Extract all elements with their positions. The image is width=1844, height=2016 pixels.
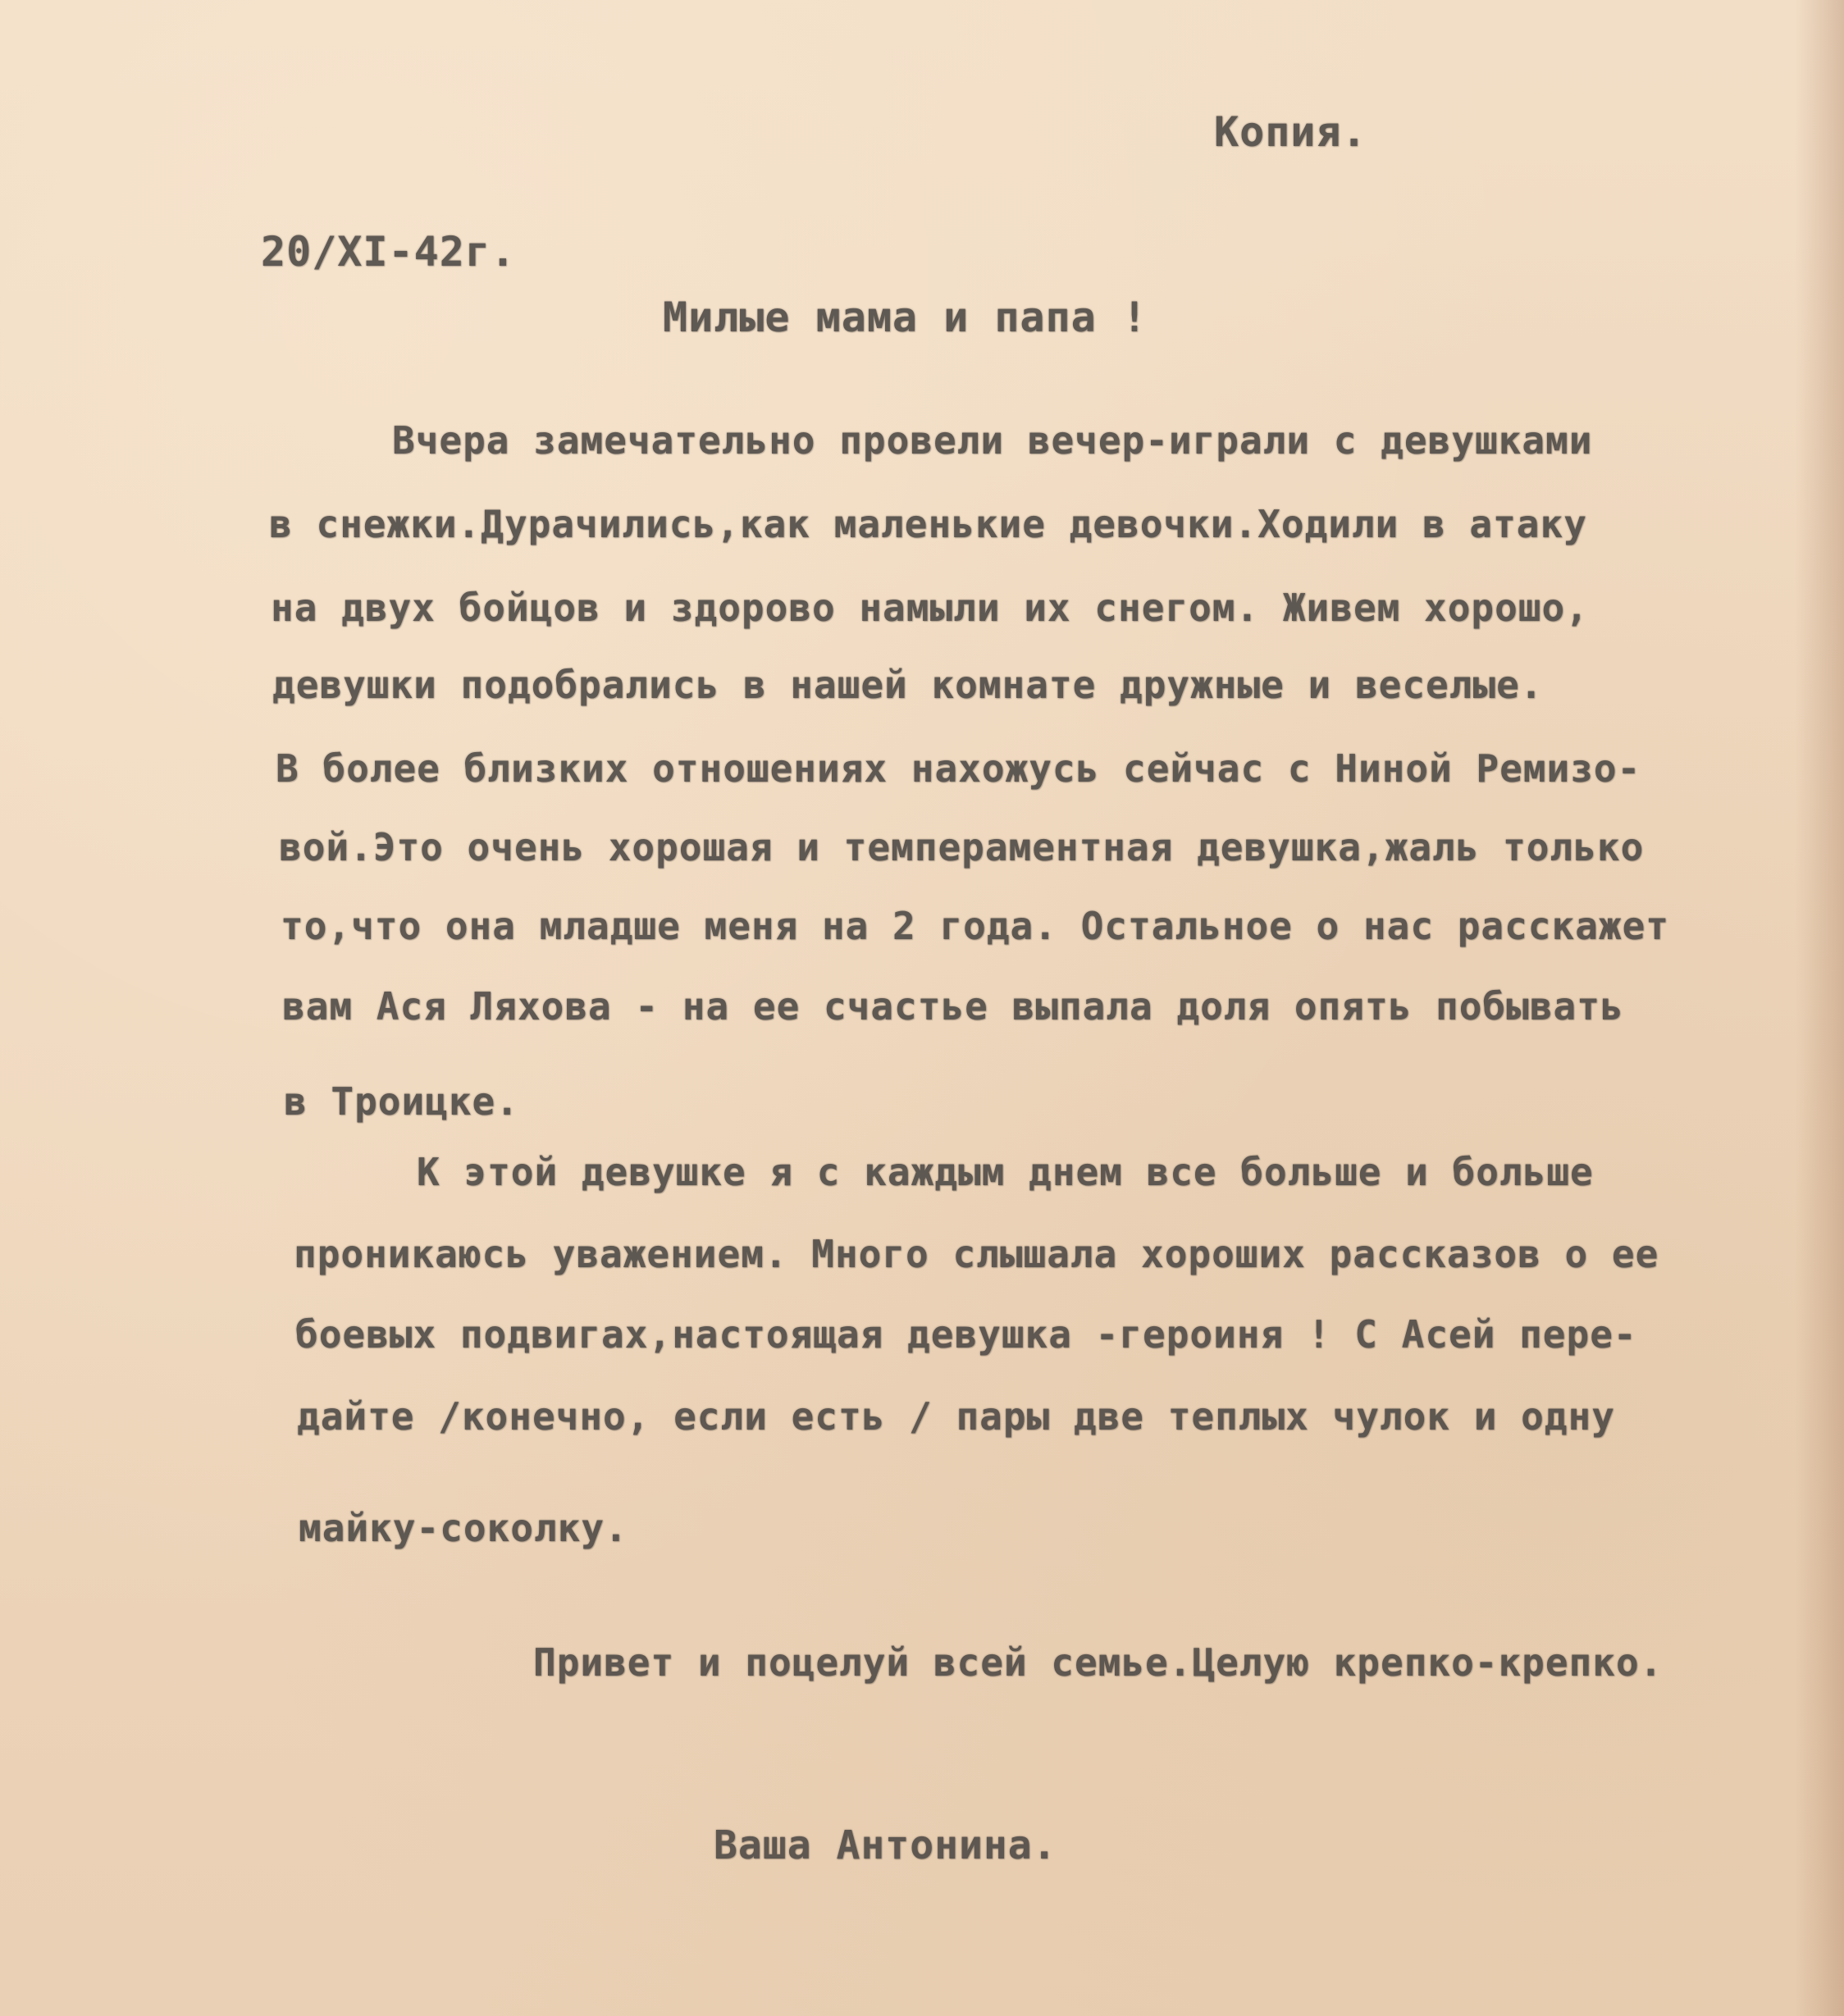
text-line: в Троицке. [284, 1079, 519, 1124]
letter-date: 20/XI-42г. [261, 228, 517, 276]
text-line: девушки подобрались в нашей комнате дружные и веселые. [272, 663, 1544, 707]
text-line: В более близких отношениях нахожусь сейчас с Ниной Ремизо- [276, 746, 1641, 791]
text-line: вам Ася Ляхова - на ее счастье выпала доля опять побывать [282, 984, 1624, 1029]
letter-greeting: Милые мама и папа ! [663, 294, 1148, 341]
text-line: проникаюсь уважением. Много слышала хороших рассказов о ее [294, 1232, 1659, 1276]
text-line: Вчера замечательно провели вечер-играли с девушками [392, 418, 1593, 463]
letter-signature: Ваша Антонина. [714, 1822, 1057, 1868]
letter-closing: Привет и поцелуй всей семье.Целую крепко-крепко. [533, 1640, 1664, 1685]
text-line: К этой девушке я с каждым днем все больше и больше [417, 1150, 1594, 1194]
page-edge-shadow [1795, 0, 1844, 2016]
text-line: дайте /конечно, если есть / пары две теплых чулок и одну [297, 1394, 1615, 1439]
text-line: то,что она младше меня на 2 года. Остальное о нас расскажет [281, 904, 1669, 948]
text-line: на двух бойцов и здорово намыли их снегом. Живем хорошо, [271, 586, 1589, 630]
text-line: майку-соколку. [299, 1506, 628, 1550]
text-line: вой.Это очень хорошая и темпераментная девушка,жаль только [279, 825, 1645, 869]
copy-label: Копия. [1214, 108, 1367, 156]
text-line: в снежки.Дурачились,как маленькие девочки.Ходили в атаку [269, 502, 1587, 546]
text-line: боевых подвигах,настоящая девушка -героиня ! С Асей пере- [295, 1312, 1637, 1357]
